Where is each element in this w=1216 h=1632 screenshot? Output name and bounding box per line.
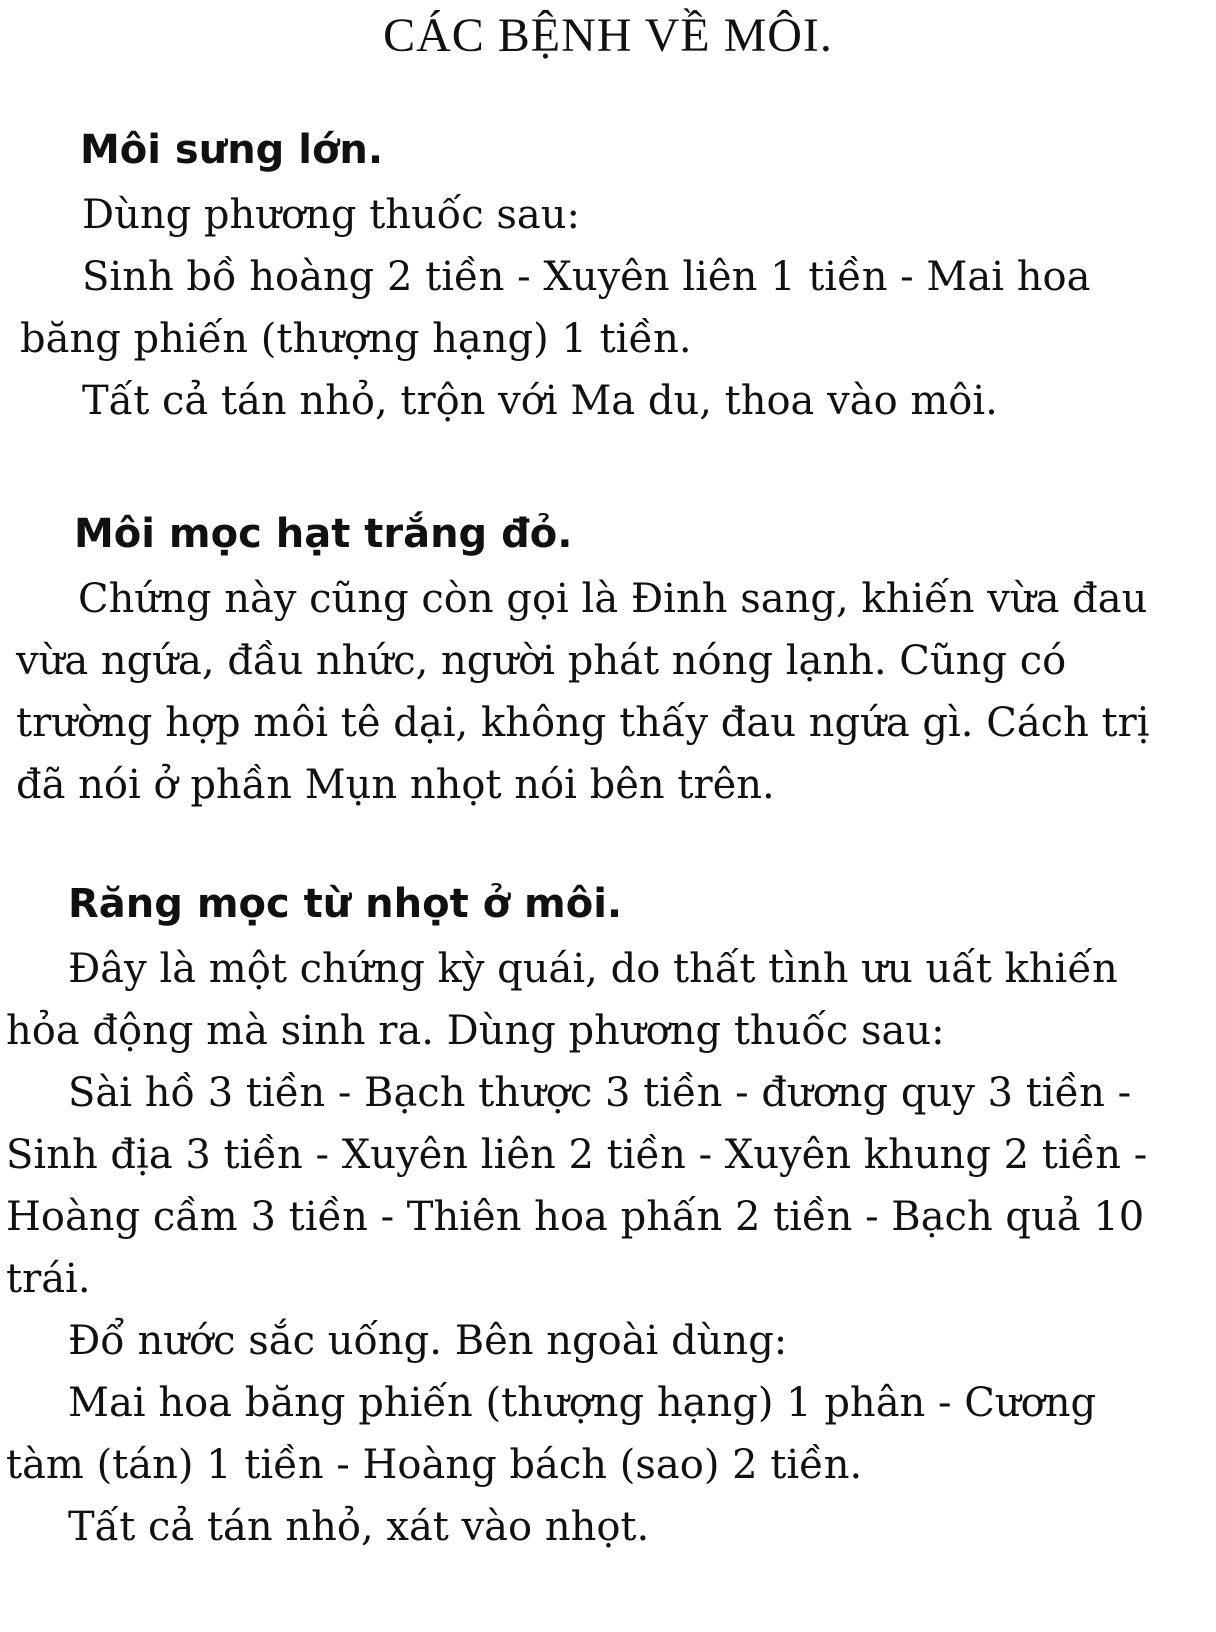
section-body [6, 938, 1168, 1558]
section-heading: Răng mọc từ nhọt ở môi. [68, 881, 623, 927]
paragraph: Sinh bồ hoàng 2 tiền - Xuyên liên 1 tiền - Mai hoa băng phiến (thượng hạng) 1 tiền. [20, 254, 1091, 362]
section-heading: Môi mọc hạt trắng đỏ. [74, 511, 573, 557]
paragraph: Tất cả tán nhỏ, xát vào nhọt. [68, 1504, 650, 1550]
paragraph: Chứng này cũng còn gọi là Đinh sang, khiến vừa đau vừa ngứa, đầu nhức, người phát nóng lạnh. Cũng có trường hợp môi tê dại, không thấy đau ngứa gì. Cách trị đã nói ở phần Mụn nhọt nói bên trên. [16, 576, 1150, 808]
paragraph: Sài hồ 3 tiền - Bạch thược 3 tiền - đương quy 3 tiền - Sinh địa 3 tiền - Xuyên liên 2 tiền - Xuyên khung 2 tiền - Hoàng cầm 3 tiền - Thiên hoa phấn 2 tiền - Bạch quả 10 trái. [6, 1070, 1148, 1302]
section-lip-pimples [0, 508, 1216, 816]
paragraph: Dùng phương thuốc sau: [82, 192, 581, 238]
paragraph: Đây là một chứng kỳ quái, do thất tình ưu uất khiến hỏa động mà sinh ra. Dùng phương thuốc sau: [6, 946, 1118, 1054]
paragraph: Đổ nước sắc uống. Bên ngoài dùng: [68, 1318, 788, 1364]
paragraph: Mai hoa băng phiến (thượng hạng) 1 phân - Cương tàm (tán) 1 tiền - Hoàng bách (sao) 2 tiền. [6, 1380, 1097, 1488]
page-title: CÁC BỆNH VỀ MÔI. [383, 9, 833, 62]
section-body [16, 568, 1176, 816]
section-tooth-from-lip-boil [0, 878, 1216, 1558]
section-swollen-lips [0, 124, 1216, 432]
paragraph: Tất cả tán nhỏ, trộn với Ma du, thoa vào môi. [82, 378, 998, 424]
section-heading: Môi sưng lớn. [80, 127, 384, 173]
section-body [20, 184, 1192, 432]
